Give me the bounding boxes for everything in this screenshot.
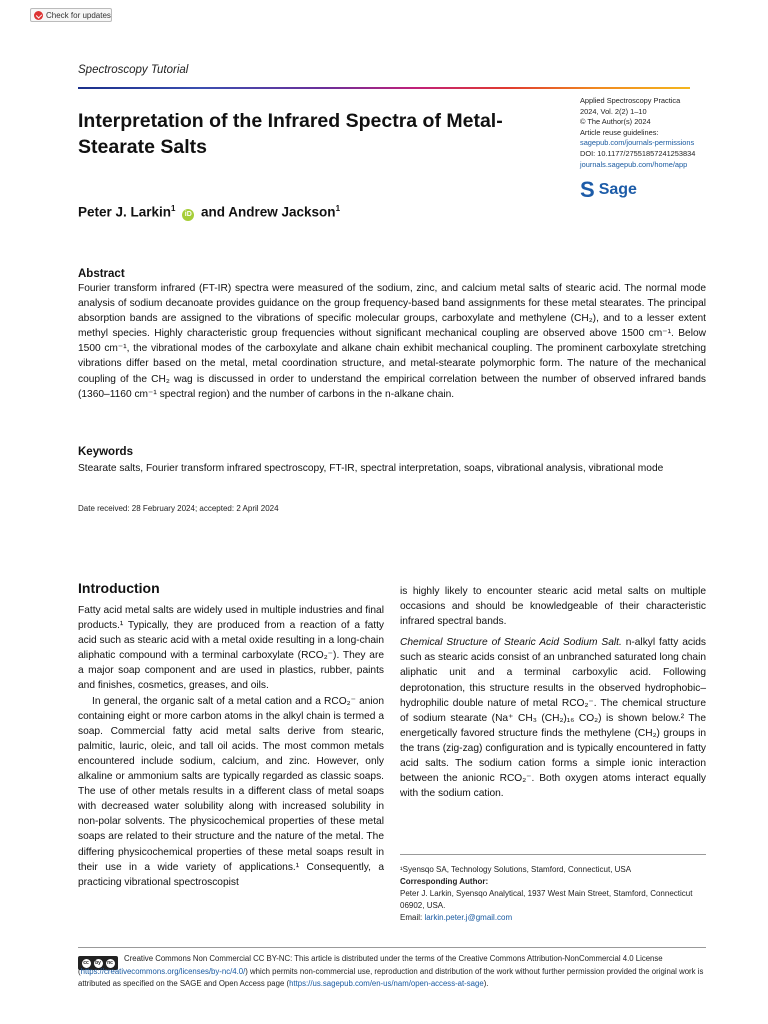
sage-logo: [580, 177, 637, 202]
by-icon: by: [95, 959, 101, 966]
check-icon: [34, 11, 43, 20]
author-line: [78, 204, 340, 221]
intro-paragraph-4: [400, 635, 706, 801]
license-text-2: ) which permits non-commercial use, reproduction and distribution of the work without further permission provided the original work is attributed as specified on the SAGE and Open Access page (: [78, 966, 704, 989]
affiliation-block: [400, 864, 706, 924]
sage-s-icon: S: [580, 177, 595, 202]
corresponding-heading: Corresponding Author:: [400, 877, 489, 886]
article-series: Spectroscopy Tutorial: [78, 64, 189, 76]
affiliation-marker-2: 1: [335, 204, 341, 213]
journal-name: Applied Spectroscopy Practica: [580, 96, 681, 105]
introduction-heading: Introduction: [78, 580, 160, 596]
intro-paragraph-3: is highly likely to encounter stearic acid metal salts on multiple occasions and should be knowledgeable of their characteristic infrared spectral bands.: [400, 586, 706, 628]
keywords-heading: Keywords: [78, 446, 133, 458]
license-text: [78, 953, 706, 991]
sage-wordmark: Sage: [598, 181, 637, 198]
journal-volume: 2024, Vol. 2(2) 1–10: [580, 106, 647, 116]
abstract-heading: Abstract: [78, 268, 125, 280]
journal-home-link[interactable]: journals.sagepub.com/home/app: [580, 159, 688, 169]
journal-info: [580, 96, 750, 170]
article-title: Interpretation of the Infrared Spectra of Metal-Stearate Salts: [78, 110, 503, 158]
author-name-2[interactable]: and Andrew Jackson: [197, 204, 336, 220]
permissions-link[interactable]: sagepub.com/journals-permissions: [580, 138, 695, 148]
left-column: [78, 603, 384, 890]
intro-paragraph-2: In general, the organic salt of a metal cation and a RCO₂⁻ anion containing eight or more carbon atoms in the alkyl chain is termed a soap. Commercial fatty acid metal salts derive from stearic, palmitic, lauric, oleic, and tall oil acids. The most common metals encountered include sodium, calcium, and zinc. However, only alkaline or ammonium salts are typically regarded as classic soaps. The use of other metals results in a different class of metal soaps with decreased water solubility along with increased solubility in non-polar solvents. The physicochemical properties of these metal soaps are related to their structure and the nature of the metal. The differing physicochemical properties of these metal soaps result in their use in a wide variety of applications.¹ Consequently, a practicing vibrational spectroscopist: [78, 695, 384, 888]
keywords-text: Stearate salts, Fourier transform infrared spectroscopy, FT-IR, spectral interpretation, soaps, vibrational analysis, vibrational mode: [78, 463, 664, 474]
email-label: Email:: [400, 913, 425, 922]
intro-paragraph-1: Fatty acid metal salts are widely used in multiple industries and final products.¹ Typically, they are produced from a reaction of a fatty acid such as stearic acid with a metal oxide resulting in a long-chain aliphatic compound with a terminal carboxylate (RCO₂⁻). They are a major soap component and are used in plastics, rubber, paints and finishes, cosmetics, greases, and oils.: [78, 605, 384, 692]
check-for-updates-label: Check for updates: [46, 10, 111, 20]
orcid-icon[interactable]: iD: [182, 209, 194, 221]
affiliation-1: ¹Syensqo SA, Technology Solutions, Stamford, Connecticut, USA: [400, 865, 632, 874]
email-link[interactable]: larkin.peter.j@gmail.com: [424, 913, 513, 922]
author-name[interactable]: Peter J. Larkin: [78, 204, 172, 220]
dates-line: Date received: 28 February 2024; accepted: 2 April 2024: [78, 504, 279, 513]
header-gradient-rule: [78, 87, 690, 89]
abstract-text: Fourier transform infrared (FT-IR) spectra were measured of the sodium, zinc, and calcium metal salts of stearic acid. The normal mode analysis of sodium decanoate provides guidance on the group frequency-based band assignments for these metal stearates. The principal absorption bands are assigned to the vibrations of specific molecular groups, carboxylate and methylene (CH₂), and to a lesser extent methyl species. Highly characteristic group frequencies without significant mechanical coupling are observed above 1500 cm⁻¹. Below 1500 cm⁻¹, the vibrational modes of the carboxylate and alkane chain exhibit mechanical coupling. The prominent carboxylate stretching vibrations differ based on the metal, metal coordination structure, and metal-stearate polymorphic form. The nature of the mechanical coupling of the CH₂ wag is discussed in order to understand the empirical correlation between the number of observed infrared bands (1360–1160 cm⁻¹ spectral region) and the number of carbons in the n-alkane chain.: [78, 283, 706, 400]
journal-copyright: © The Author(s) 2024: [580, 117, 651, 127]
doi[interactable]: DOI: 10.1177/27551857241253834: [580, 148, 696, 158]
subsection-heading: Chemical Structure of Stearic Acid Sodium Salt.: [400, 637, 622, 649]
license-text-3: ).: [483, 979, 489, 989]
license-divider: [78, 947, 706, 948]
affiliation-marker: 1: [171, 204, 176, 213]
license-text-1: Creative Commons Non Commercial CC BY-NC: This article is distributed under the terms of the Creative Commons Attribution-NonCommercial 4.0 License (: [78, 954, 663, 976]
subsection-text: n-alkyl fatty acids such as stearic acids consist of an unbranched saturated long chain aliphatic unit and a terminal carboxylic acid. Following deprotonation, this structure results in the observed hydrophobic–hydrophilic double nature of metal RCO₂⁻. The chemical structure of sodium stearate (Na⁺ CH₃ (CH₂)₁₆ CO₂) is shown below.² The energetically favored structure finds the methylene (CH₂) groups in the trans (zig-zag) configuration and is typically encountered in fatty acid salts. The sodium cation forms a simple ionic interaction between the anionic RCO₂⁻. Both oxygen atoms interact equally with the sodium cation.: [400, 637, 706, 800]
nc-icon: nc: [107, 959, 113, 966]
open-access-link[interactable]: https://us.sagepub.com/en-us/nam/open-access-at-sage: [289, 979, 484, 989]
license-link[interactable]: https://creativecommons.org/licenses/by-nc/4.0/: [80, 966, 246, 976]
affiliation-divider: [400, 854, 706, 855]
cc-icon: cc: [83, 959, 89, 966]
email-line: [400, 912, 706, 924]
check-for-updates-button[interactable]: [30, 8, 112, 22]
reuse-guidelines: Article reuse guidelines:: [580, 127, 659, 137]
right-column: [400, 584, 706, 801]
corresponding-address: Peter J. Larkin, Syensqo Analytical, 1937 West Main Street, Stamford, Connecticut 06902, USA.: [400, 889, 693, 910]
